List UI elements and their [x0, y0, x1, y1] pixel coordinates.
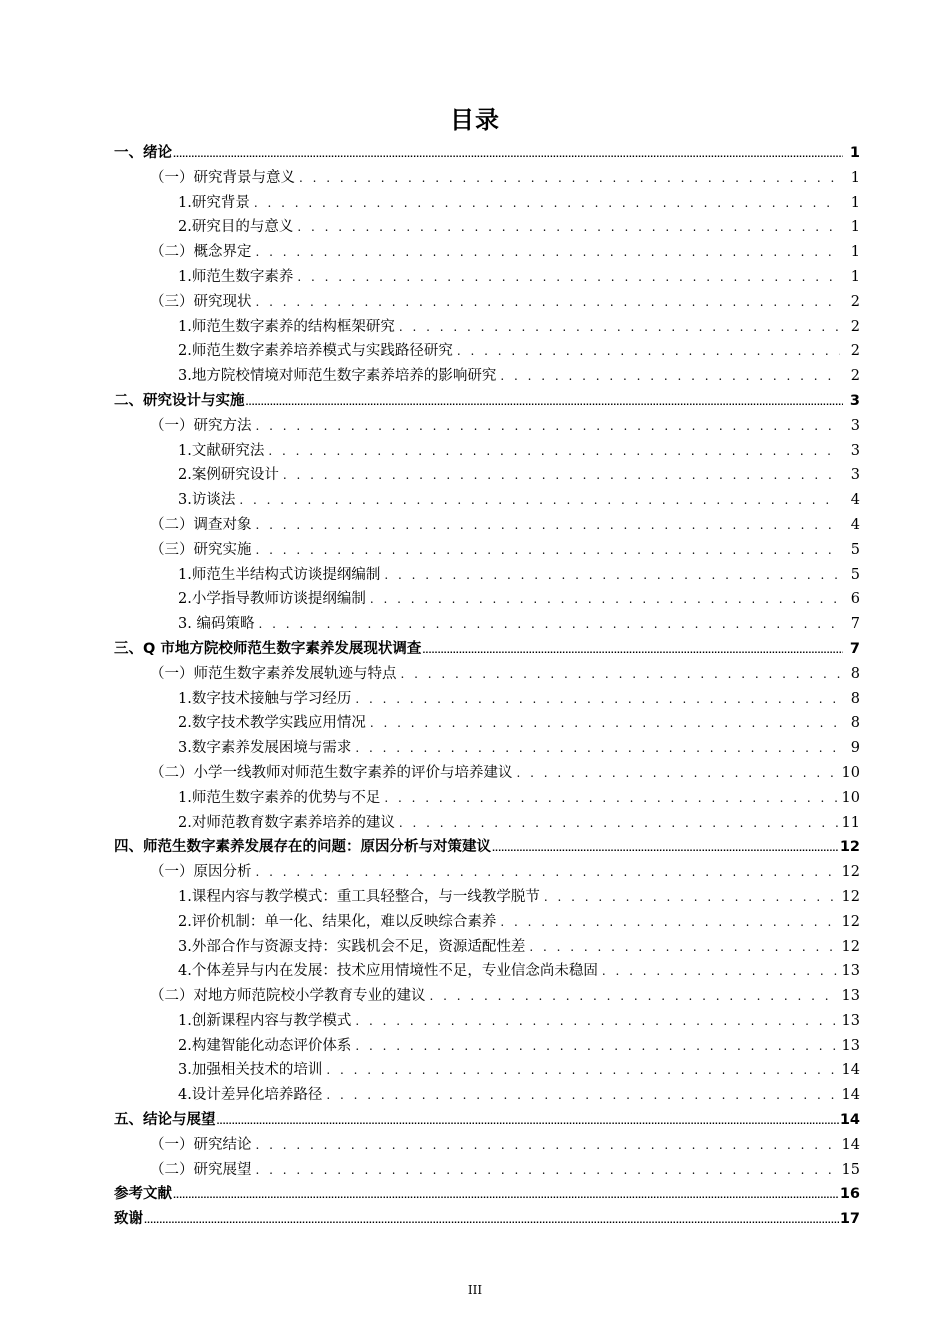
toc-entry-label: （一）研究方法	[150, 417, 252, 434]
toc-entry-label: 4.个体差异与内在发展：技术应用情境性不足，专业信念尚未稳固	[178, 963, 598, 980]
dot-leader	[268, 439, 840, 464]
dot-leader	[297, 265, 840, 290]
toc-subsection-entry[interactable]	[114, 563, 860, 588]
toc-entry-label: 3.地方院校情境对师范生数字素养培养的影响研究	[178, 368, 497, 385]
dot-leader	[297, 215, 840, 240]
toc-entry-label: 1.数字技术接触与学习经历	[178, 690, 352, 707]
toc-section-entry[interactable]	[114, 1133, 860, 1158]
dot-leader	[517, 761, 838, 786]
toc-entry-label: （三）研究实施	[150, 541, 252, 558]
toc-subsection-entry[interactable]	[114, 463, 860, 488]
dot-leader	[529, 935, 837, 960]
dot-leader	[258, 612, 840, 637]
toc-entry-label: 1.师范生半结构式访谈提纲编制	[178, 566, 381, 583]
toc-entry-label: 3. 编码策略	[178, 616, 255, 633]
toc-entry-page-number: 12	[841, 888, 860, 905]
toc-entry-label: （一）师范生数字素养发展轨迹与特点	[150, 665, 397, 682]
dot-leader	[144, 1209, 839, 1234]
toc-entry-page-number: 3	[849, 392, 860, 409]
toc-entry-page-number: 14	[841, 1136, 860, 1153]
toc-entry-page-number: 12	[841, 864, 860, 881]
dot-leader	[256, 414, 841, 439]
toc-entry-label: （二）概念界定	[150, 244, 252, 261]
toc-entry-label: 三、Q 市地方院校师范生数字素养发展现状调查	[114, 640, 422, 657]
toc-entry-page-number: 1	[849, 145, 860, 161]
toc-chapter-entry[interactable]	[114, 141, 860, 166]
toc-entry-page-number: 12	[839, 839, 860, 856]
toc-subsection-entry[interactable]	[114, 1083, 860, 1108]
toc-entry-label: 四、师范生数字素养发展存在的问题：原因分析与对策建议	[114, 839, 491, 856]
toc-entry-page-number: 3	[850, 417, 860, 434]
toc-subsection-entry[interactable]	[114, 191, 860, 216]
toc-entry-page-number: 14	[839, 1112, 860, 1129]
toc-entry-label: 2.案例研究设计	[178, 467, 279, 484]
toc-subsection-entry[interactable]	[114, 786, 860, 811]
toc-entry-page-number: 2	[850, 368, 860, 385]
toc-entry-label: 2.小学指导教师访谈提纲编制	[178, 591, 366, 608]
dot-leader	[457, 339, 840, 364]
toc-entry-page-number: 16	[839, 1186, 860, 1203]
dot-leader	[355, 736, 840, 761]
toc-entry-page-number: 5	[850, 541, 860, 558]
toc-subsection-entry[interactable]	[114, 811, 860, 836]
toc-section-entry[interactable]	[114, 984, 860, 1009]
toc-entry-page-number: 17	[839, 1211, 860, 1228]
toc-subsection-entry[interactable]	[114, 1034, 860, 1059]
toc-entry-page-number: 1	[850, 268, 860, 285]
toc-subsection-entry[interactable]	[114, 885, 860, 910]
toc-entry-page-number: 13	[841, 1012, 860, 1029]
toc-subsection-entry[interactable]	[114, 910, 860, 935]
toc-chapter-entry[interactable]	[114, 637, 860, 662]
toc-entry-page-number: 14	[841, 1087, 860, 1104]
dot-leader	[256, 538, 841, 563]
toc-entry-label: 五、结论与展望	[114, 1112, 216, 1129]
dot-leader	[422, 639, 843, 664]
toc-chapter-entry[interactable]	[114, 835, 860, 860]
toc-entry-page-number: 8	[850, 715, 860, 732]
toc-entry-label: 1.创新课程内容与教学模式	[178, 1012, 352, 1029]
toc-entry-page-number: 13	[841, 988, 860, 1005]
toc-entry-page-number: 8	[850, 690, 860, 707]
toc-section-entry[interactable]	[114, 414, 860, 439]
toc-entry-page-number: 7	[849, 640, 860, 657]
dot-leader	[256, 240, 841, 265]
dot-leader	[246, 391, 844, 416]
toc-section-entry[interactable]	[114, 1158, 860, 1183]
dot-leader	[500, 364, 840, 389]
toc-entry-page-number: 11	[841, 814, 860, 831]
table-of-contents	[114, 141, 860, 1232]
toc-entry-label: 一、绪论	[114, 145, 172, 161]
toc-entry-label: （二）调查对象	[150, 516, 252, 533]
dot-leader	[370, 711, 840, 736]
toc-entry-page-number: 13	[841, 1037, 860, 1054]
toc-subsection-entry[interactable]	[114, 687, 860, 712]
toc-section-entry[interactable]	[114, 662, 860, 687]
dot-leader	[384, 563, 840, 588]
dot-leader	[173, 143, 843, 168]
toc-subsection-entry[interactable]	[114, 265, 860, 290]
toc-entry-page-number: 5	[850, 566, 860, 583]
toc-entry-label: 3.外部合作与资源支持：实践机会不足，资源适配性差	[178, 938, 526, 955]
dot-leader	[299, 166, 840, 191]
dot-leader	[500, 910, 837, 935]
toc-entry-label: （一）研究结论	[150, 1136, 252, 1153]
toc-subsection-entry[interactable]	[114, 315, 860, 340]
dot-leader	[355, 1009, 837, 1034]
dot-leader	[430, 984, 838, 1009]
toc-subsection-entry[interactable]	[114, 935, 860, 960]
dot-leader	[326, 1083, 837, 1108]
toc-section-entry[interactable]	[114, 538, 860, 563]
toc-chapter-entry[interactable]	[114, 1182, 860, 1207]
toc-entry-label: 致谢	[114, 1211, 143, 1228]
toc-entry-label: 2.对师范教育数字素养培养的建议	[178, 814, 395, 831]
toc-subsection-entry[interactable]	[114, 215, 860, 240]
dot-leader	[370, 587, 840, 612]
dot-leader	[173, 1184, 839, 1209]
dot-leader	[602, 959, 838, 984]
toc-section-entry[interactable]	[114, 290, 860, 315]
toc-subsection-entry[interactable]	[114, 1058, 860, 1083]
dot-leader	[256, 1133, 838, 1158]
dot-leader	[217, 1110, 839, 1135]
toc-entry-page-number: 9	[850, 740, 860, 757]
toc-entry-label: 2.构建智能化动态评价体系	[178, 1037, 352, 1054]
dot-leader	[256, 1158, 838, 1183]
toc-entry-page-number: 1	[850, 244, 860, 261]
toc-entry-label: （二）研究展望	[150, 1161, 252, 1178]
toc-title: 目录	[450, 106, 500, 134]
toc-entry-label: 3.访谈法	[178, 492, 236, 509]
toc-entry-label: （一）原因分析	[150, 864, 252, 881]
toc-subsection-entry[interactable]	[114, 959, 860, 984]
toc-entry-label: 2.研究目的与意义	[178, 219, 294, 236]
toc-chapter-entry[interactable]	[114, 1207, 860, 1232]
toc-entry-page-number: 15	[841, 1161, 860, 1178]
toc-section-entry[interactable]	[114, 860, 860, 885]
toc-subsection-entry[interactable]	[114, 711, 860, 736]
toc-section-entry[interactable]	[114, 240, 860, 265]
toc-entry-page-number: 1	[850, 219, 860, 236]
toc-entry-page-number: 12	[841, 913, 860, 930]
toc-entry-label: 1.师范生数字素养的优势与不足	[178, 789, 381, 806]
toc-entry-page-number: 4	[850, 492, 860, 509]
toc-entry-page-number: 13	[841, 963, 860, 980]
toc-entry-page-number: 8	[850, 665, 860, 682]
toc-entry-page-number: 10	[841, 764, 860, 781]
toc-entry-label: 3.加强相关技术的培训	[178, 1062, 323, 1079]
toc-subsection-entry[interactable]	[114, 736, 860, 761]
toc-subsection-entry[interactable]	[114, 364, 860, 389]
toc-entry-page-number: 3	[850, 442, 860, 459]
dot-leader	[399, 315, 840, 340]
toc-entry-label: （二）小学一线教师对师范生数字素养的评价与培养建议	[150, 764, 513, 781]
toc-section-entry[interactable]	[114, 761, 860, 786]
toc-subsection-entry[interactable]	[114, 439, 860, 464]
toc-entry-label: 参考文献	[114, 1186, 172, 1203]
toc-chapter-entry[interactable]	[114, 1108, 860, 1133]
toc-entry-label: 3.数字素养发展困境与需求	[178, 740, 352, 757]
dot-leader	[401, 662, 841, 687]
toc-entry-page-number: 2	[850, 293, 860, 310]
dot-leader	[492, 837, 839, 862]
dot-leader	[256, 513, 841, 538]
toc-subsection-entry[interactable]	[114, 1009, 860, 1034]
dot-leader	[355, 1034, 837, 1059]
toc-entry-page-number: 10	[841, 789, 860, 806]
toc-entry-label: （二）对地方师范院校小学教育专业的建议	[150, 988, 426, 1005]
toc-entry-page-number: 2	[850, 343, 860, 360]
toc-subsection-entry[interactable]	[114, 339, 860, 364]
toc-section-entry[interactable]	[114, 166, 860, 191]
dot-leader	[256, 290, 841, 315]
dot-leader	[254, 191, 840, 216]
toc-entry-page-number: 7	[850, 616, 860, 633]
toc-entry-label: 2.数字技术教学实践应用情况	[178, 715, 366, 732]
toc-entry-page-number: 2	[850, 318, 860, 335]
toc-entry-label: （一）研究背景与意义	[150, 169, 295, 186]
dot-leader	[544, 885, 838, 910]
page-number: III	[467, 1283, 483, 1297]
toc-entry-page-number: 6	[850, 591, 860, 608]
toc-entry-page-number: 14	[841, 1062, 860, 1079]
toc-entry-page-number: 4	[850, 516, 860, 533]
toc-entry-page-number: 3	[850, 467, 860, 484]
toc-section-entry[interactable]	[114, 513, 860, 538]
toc-subsection-entry[interactable]	[114, 587, 860, 612]
toc-entry-label: 1.师范生数字素养的结构框架研究	[178, 318, 395, 335]
toc-entry-label: 2.师范生数字素养培养模式与实践路径研究	[178, 343, 453, 360]
dot-leader	[399, 811, 838, 836]
toc-entry-label: 2.评价机制：单一化、结果化，难以反映综合素养	[178, 913, 497, 930]
toc-entry-label: 4.设计差异化培养路径	[178, 1087, 323, 1104]
dot-leader	[283, 463, 840, 488]
toc-chapter-entry[interactable]	[114, 389, 860, 414]
toc-entry-page-number: 1	[850, 169, 860, 186]
dot-leader	[256, 860, 838, 885]
toc-entry-label: （三）研究现状	[150, 293, 252, 310]
toc-entry-label: 1.师范生数字素养	[178, 268, 294, 285]
toc-entry-label: 1.研究背景	[178, 194, 250, 211]
toc-entry-label: 二、研究设计与实施	[114, 392, 245, 409]
dot-leader	[239, 488, 840, 513]
toc-subsection-entry[interactable]	[114, 612, 860, 637]
toc-entry-page-number: 12	[841, 938, 860, 955]
dot-leader	[326, 1058, 837, 1083]
toc-entry-label: 1.课程内容与教学模式：重工具轻整合，与一线教学脱节	[178, 888, 540, 905]
toc-entry-page-number: 1	[850, 194, 860, 211]
toc-subsection-entry[interactable]	[114, 488, 860, 513]
toc-entry-label: 1.文献研究法	[178, 442, 265, 459]
dot-leader	[384, 786, 837, 811]
dot-leader	[355, 687, 840, 712]
